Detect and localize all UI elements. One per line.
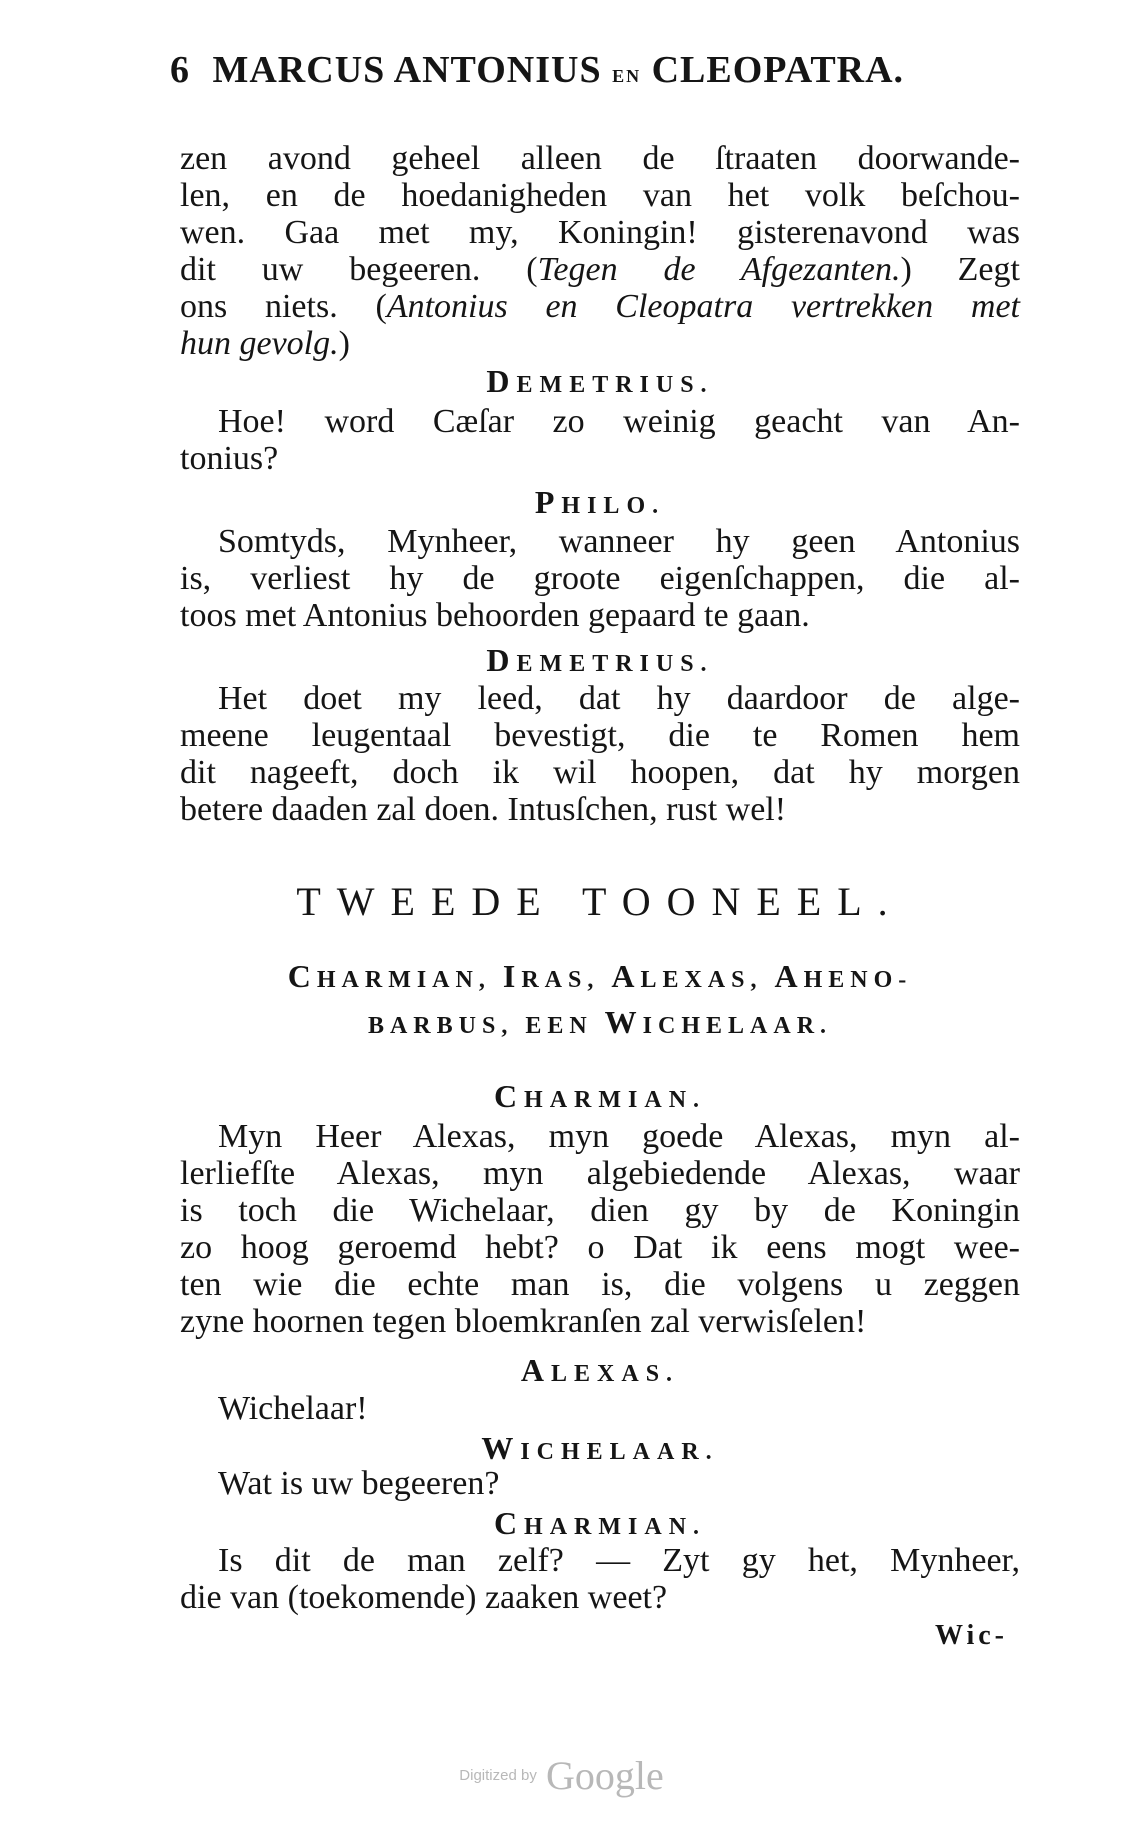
- running-title-right: CLEOPATRA.: [651, 49, 905, 91]
- dialogue-block-1: [180, 140, 1020, 362]
- stage-direction: hun gevolg.: [180, 325, 339, 362]
- dialogue-block-2: [180, 403, 1020, 477]
- text-line: wen. Gaa met my, Koningin! gisterenavond was: [180, 214, 1020, 251]
- page-number: 6: [170, 49, 190, 91]
- text-line: Hoe! word Cæſar zo weinig geacht van An-: [218, 403, 1020, 440]
- speaker-heading: WICHELAAR.: [481, 1430, 719, 1466]
- text-fragment: ): [338, 325, 350, 362]
- dialogue-block-4: [180, 680, 1020, 828]
- text-line: lerliefſte Alexas, myn algebiedende Alexas, waar: [180, 1155, 1020, 1192]
- text-line: ten wie die echte man is, die volgens u zeggen: [180, 1266, 1020, 1303]
- text-line: is toch die Wichelaar, dien gy by de Koningin: [180, 1192, 1020, 1229]
- scene-title: TWEEDE TOONEEL.: [296, 879, 904, 924]
- running-title-left: MARCUS ANTONIUS: [212, 49, 602, 91]
- text-fragment: ) Zegt: [900, 251, 1020, 288]
- cast-line: BARBUS, EEN WICHELAAR.: [367, 1004, 833, 1040]
- dialogue-block-8: [180, 1542, 1020, 1616]
- speaker-heading: DEMETRIUS.: [486, 642, 714, 678]
- text-line: dit nageeft, doch ik wil hoopen, dat hy morgen: [180, 754, 1020, 791]
- running-head: [170, 48, 970, 92]
- text-line: Het doet my leed, dat hy daardoor de alge-: [218, 680, 1020, 717]
- dialogue-block-7: [180, 1465, 1020, 1502]
- cast-list: [180, 955, 1020, 1047]
- google-logo-text: Google: [545, 1753, 664, 1798]
- text-fragment: ons niets. (: [180, 288, 387, 325]
- running-title-conj: EN: [612, 66, 642, 86]
- text-line: toos met Antonius behoorden gepaard te gaan.: [180, 597, 810, 634]
- text-line: Somtyds, Mynheer, wanneer hy geen Antonius: [218, 523, 1020, 560]
- text-line: [180, 325, 1020, 362]
- text-line: meene leugentaal bevestigt, die te Romen hem: [180, 717, 1020, 754]
- dialogue-block-6: [180, 1390, 1020, 1427]
- text-line: len, en de hoedanigheden van het volk beſchou-: [180, 177, 1020, 214]
- stage-direction: Antonius en Cleopatra vertrekken met: [386, 288, 1020, 325]
- text-line: Wichelaar!: [218, 1390, 368, 1427]
- speaker-heading: CHARMIAN.: [493, 1505, 707, 1541]
- text-line: tonius?: [180, 440, 279, 477]
- watermark-small-text: Digitized by: [459, 1767, 537, 1784]
- catchword: Wic-: [934, 1620, 1008, 1651]
- text-line: is, verliest hy de groote eigenſchappen, die al-: [180, 560, 1020, 597]
- dialogue-block-3: [180, 523, 1020, 634]
- speaker-heading: CHARMIAN.: [493, 1078, 707, 1114]
- text-line: [180, 251, 1020, 288]
- digitized-by-google-watermark: [0, 1752, 1123, 1799]
- text-line: [180, 288, 1020, 325]
- text-line: Is dit de man zelf? — Zyt gy het, Mynheer,: [218, 1542, 1020, 1579]
- dialogue-block-5: [180, 1118, 1020, 1340]
- text-fragment: dit uw begeeren. (: [180, 251, 538, 288]
- text-line: betere daaden zal doen. Intusſchen, rust wel!: [180, 791, 787, 828]
- text-line: Wat is uw begeeren?: [218, 1465, 500, 1502]
- cast-line: CHARMIAN, IRAS, ALEXAS, AHENO-: [287, 958, 913, 994]
- text-line: zo hoog geroemd hebt? o Dat ik eens mogt wee-: [180, 1229, 1020, 1266]
- text-line: zyne hoornen tegen bloemkranſen zal verwisſelen!: [180, 1303, 867, 1340]
- stage-direction: Tegen de Afgezanten.: [537, 251, 901, 288]
- text-line: zen avond geheel alleen de ſtraaten doorwande-: [180, 140, 1020, 177]
- speaker-heading: ALEXAS.: [520, 1352, 680, 1388]
- speaker-heading: PHILO.: [534, 484, 666, 520]
- text-line: Myn Heer Alexas, myn goede Alexas, myn al-: [218, 1118, 1020, 1155]
- speaker-heading: DEMETRIUS.: [486, 363, 714, 399]
- text-line: die van (toekomende) zaaken weet?: [180, 1579, 668, 1616]
